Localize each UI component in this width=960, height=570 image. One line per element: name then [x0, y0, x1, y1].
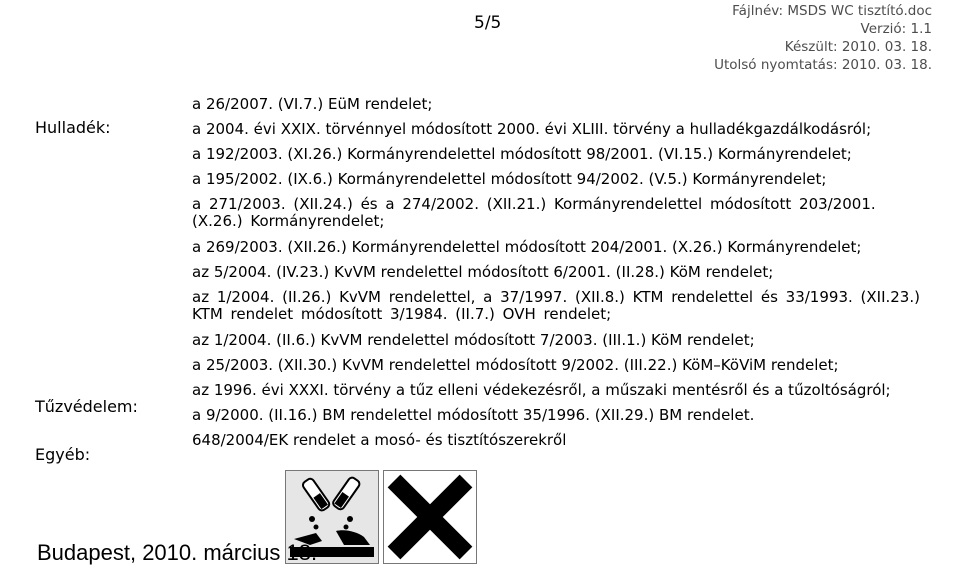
created-date: Készült: 2010. 03. 18.	[784, 39, 932, 55]
regulation-item: az 1/2004. (II.6.) KvVM rendelettel módosított 7/2003. (III.1.) KöM rendelet;	[192, 331, 755, 349]
last-printed-date: Utolsó nyomtatás: 2010. 03. 18.	[714, 57, 932, 73]
file-name: Fájlnév: MSDS WC tisztító.doc	[732, 3, 932, 19]
label-waste: Hulladék:	[35, 118, 111, 137]
harmful-irritant-symbol	[383, 470, 477, 564]
regulation-item: a 269/2003. (XII.26.) Kormányrendelettel módosított 204/2001. (X.26.) Kormányrendelet;	[192, 238, 862, 256]
regulation-item: az 1/2004. (II.26.) KvVM rendelettel, a 37/1997. (XII.8.) KTM rendelettel és 33/1993. (XII.23.) KTM rendelet módosított 3/1984. (II.7.) OVH rendelet;	[192, 288, 920, 323]
document-meta	[714, 2, 932, 74]
version: Verzió: 1.1	[860, 21, 932, 37]
regulation-item: a 25/2003. (XII.30.) KvVM rendelettel módosított 9/2002. (III.22.) KöM–KöViM rendelet;	[192, 356, 839, 374]
regulation-item: az 1996. évi XXXI. törvény a tűz elleni védekezésről, a műszaki mentésről és a tűzoltóságról;	[192, 381, 891, 399]
regulation-list	[192, 96, 932, 448]
page-number: 5/5	[474, 13, 502, 33]
place-date: Budapest, 2010. március 18.	[37, 540, 318, 565]
regulation-item: a 26/2007. (VI.7.) EüM rendelet;	[192, 95, 433, 113]
regulation-item: a 271/2003. (XII.24.) és a 274/2002. (XII.21.) Kormányrendelettel módosított 203/2001. (X.26.) Kormányrendelet;	[192, 195, 876, 230]
harmful-cross-icon	[384, 471, 476, 563]
regulation-item: a 2004. évi XXIX. törvénnyel módosított 2000. évi XLIII. törvény a hulladékgazdálkodásról;	[192, 120, 872, 138]
regulation-item: 648/2004/EK rendelet a mosó- és tisztítószerekről	[192, 431, 567, 449]
regulation-item: a 192/2003. (XI.26.) Kormányrendelettel módosított 98/2001. (VI.15.) Kormányrendelet;	[192, 145, 852, 163]
regulation-item: a 195/2002. (IX.6.) Kormányrendelettel módosított 94/2002. (V.5.) Kormányrendelet;	[192, 170, 827, 188]
regulation-item: az 5/2004. (IV.23.) KvVM rendelettel módosított 6/2001. (II.28.) KöM rendelet;	[192, 263, 774, 281]
label-fire-protection: Tűzvédelem:	[35, 397, 138, 416]
regulation-item: a 9/2000. (II.16.) BM rendelettel módosított 35/1996. (XII.29.) BM rendelet.	[192, 406, 755, 424]
label-other: Egyéb:	[35, 445, 91, 464]
